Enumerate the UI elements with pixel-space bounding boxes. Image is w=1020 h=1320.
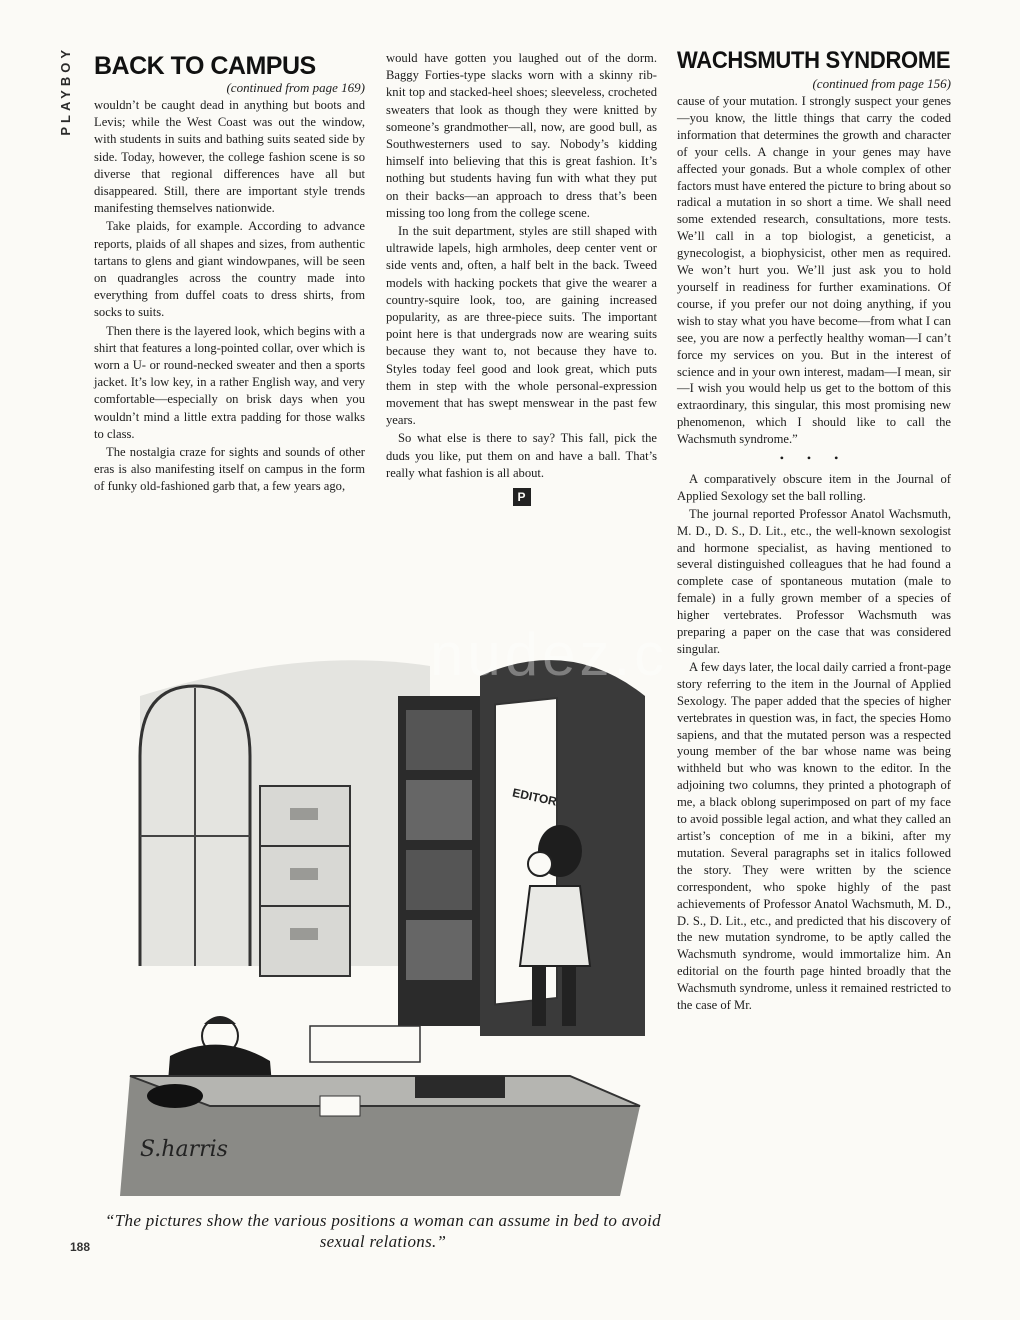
article-title-back-to-campus: BACK TO CAMPUS	[94, 52, 316, 80]
paragraph: wouldn’t be caught dead in anything but boots and Levis; while the West Coast was out the window, with students in suits and bathing suits seated side by side. Today, however, the college fashion scene is so diverse that regional differences have all but disappeared. Still, there are important style trends manifesting themselves nationwide.	[94, 98, 365, 216]
paragraph: Then there is the layered look, which begins with a shirt that features a long-pointed collar, over which is worn a U- or round-necked sweater and then a sports jacket. It’s low key, in a rather English way, and very comfortable—especially on brisk days when you wouldn’t mind a little extra padding for those walks to class.	[94, 323, 365, 441]
column-1	[94, 52, 365, 497]
artist-signature: S.harris	[140, 1137, 228, 1162]
column-3	[677, 46, 951, 1015]
paragraph: So what else is there to say? This fall, pick the duds you like, put them on and have a ball. That’s really what fashion is all about.	[386, 431, 657, 480]
watermark-text: nudez.c	[430, 621, 669, 688]
continued-note-2: (continued from page 156)	[812, 76, 951, 91]
paragraph: The nostalgia craze for sights and sounds of other eras is also manifesting itself on campus in the form of funky old-fashioned garb that, a few years ago,	[94, 445, 365, 494]
paragraph: The journal reported Professor Anatol Wachsmuth, M. D., D. S., D. Lit., etc., the well-known sexologist and hormone specialist, as having mentioned to several distinguished colleagues that he had found a complete case of spontaneous mutation (male to female) in a fully grown member of a species of higher vertebrates. Professor Wachsmuth was preparing a paper on the case that was considered singular.	[677, 506, 951, 656]
paragraph: would have gotten you laughed out of the dorm. Baggy Forties-type slacks worn with a skinny rib-knit top and stacked-heel shoes; sleeveless, crocheted sweaters that look as though they were knitted by someone’s grandmother—all, now, are good bull, as Southwesterners used to say. Nobody’s kidding himself into believing that this is great fashion. It’s nothing but students having fun with what they put on their backs—an approach to dress that’s been missing too long from the college scene.	[386, 51, 657, 220]
continued-note-1: (continued from page 169)	[226, 80, 365, 95]
door-sign-text: EDITOR	[511, 785, 559, 809]
cartoon-drawing	[100, 636, 666, 1204]
section-separator: • • •	[779, 451, 849, 466]
paragraph: Take plaids, for example. According to advance reports, plaids of all shapes and sizes, from authentic tartans to glens and giant windowpanes, will be seen on quadrangles across the country made into everything from duffel coats to dress shirts, from socks to suits.	[94, 219, 365, 320]
page-number: 188	[70, 1240, 91, 1254]
cartoon-illustration	[100, 636, 666, 1204]
column-2	[386, 50, 657, 506]
end-mark-icon: P	[513, 488, 531, 506]
paragraph: A few days later, the local daily carried a front-page story referring to the item in the Journal of Applied Sexology. The paper added that the species of higher vertebrates in question was, in fact, the species Homo sapiens, and that the mutated person was a respected young member of the bar whose name was being withheld but who was known to the editor. In the adjoining two columns, they printed a photograph of me, a black oblong superimposed on part of my face to avoid possible legal action, and what they called an artist’s conception of me in a bikini, after my mutation. Several paragraphs set in italics followed the story. They were written by the science correspondent, who spoke highly of the past achievements of Professor Anatol Wachsmuth, M. D., D. S., D. Lit., etc., and predicted that his discovery of the new mutation syndrome, to be aptly called the Wachsmuth syndrome, would immortalize him. An editorial on the fourth page hinted broadly that the Wachsmuth syndrome, unless it remained restricted to the case of Mr.	[677, 659, 951, 1013]
article-title-wachsmuth-syndrome: WACHSMUTH SYNDROME	[677, 46, 951, 74]
cartoon-caption: “The pictures show the various positions a woman can assume in bed to avoid sexual relations.”	[105, 1211, 661, 1251]
paragraph: In the suit department, styles are still shaped with ultrawide lapels, high armholes, deep center vent or side vents and, often, a half belt in the back. Tweed models with hacking pockets that give the wearer a country-squire look, too, are gaining increased popularity, as are three-piece suits. The important point here is that undergrads now are wearing suits because they want to, not because they have to. Styles today feel good and look great, which puts them in step with the whole personal-expression movement that has swept menswear in the past few years.	[386, 224, 657, 428]
paragraph: cause of your mutation. I strongly suspect your genes—you know, the little things that carry the coded information that determines the growth and character of your cells. A change in your genes may have affected your gonads. But a whole complex of other factors must have entered the picture to bring about so radical a mutation in so short a time. We shall need some extended research, consultations, more tests. We’ll call in a top biologist, a geneticist, a gynecologist, a biophysicist, other men as required. We won’t hurt you. We’ll just ask you to hold yourself in readiness for further examinations. Of course, if you prefer our not doing anything, if you wish to stay what you have become—from what I can see, you are now a perfectly healthy woman—I can’t force my services on you. But in the interest of science and in your own interest, madam—I mean, sir—I wish you would help us get to the bottom of this extraordinary, this singular, this most promising new phenomenon, which I should like to call the Wachsmuth syndrome.”	[677, 94, 951, 447]
paragraph: A comparatively obscure item in the Journal of Applied Sexology set the ball rolling.	[677, 471, 951, 503]
magazine-name: PLAYBOY	[58, 46, 73, 136]
